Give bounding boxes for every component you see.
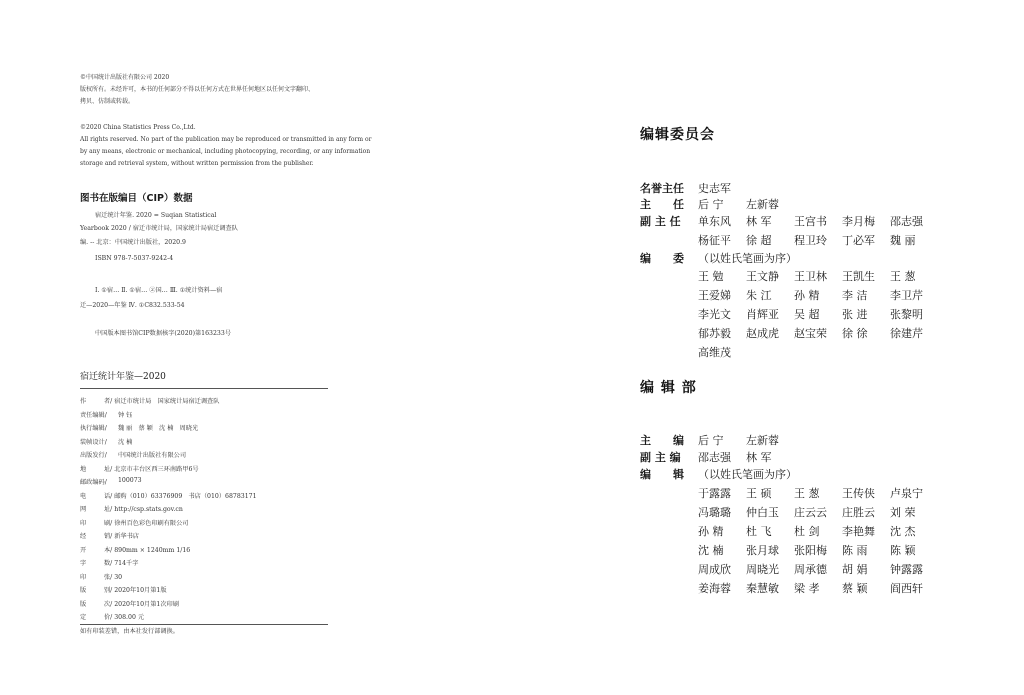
person-name: 高维茂 xyxy=(698,346,731,359)
copyright-en-line: All rights reserved. No part of the publication may be reproduced or transmitted in any form or xyxy=(80,136,372,143)
cip-line: 中国版本图书馆CIP数据核字(2020)第163233号 xyxy=(95,330,231,337)
person-name: 于露露 xyxy=(698,487,731,500)
book-title: 宿迁统计年鉴—2020 xyxy=(80,372,166,382)
person-name: 孙 精 xyxy=(698,525,724,538)
person-name: 后 宁 xyxy=(698,434,724,447)
person-name: 张 进 xyxy=(842,308,868,321)
person-name: 林 军 xyxy=(746,451,772,464)
person-name: 梁 孝 xyxy=(794,582,820,595)
pub-info-value: 刷/ 徐州百色彩色印刷有限公司 xyxy=(104,519,189,527)
name-row xyxy=(0,213,1024,231)
person-name: 杜 飞 xyxy=(746,525,772,538)
pub-info-row xyxy=(80,599,328,610)
name-row xyxy=(0,287,1024,305)
person-name: 李 洁 xyxy=(842,289,868,302)
person-name: 王 葱 xyxy=(890,270,916,283)
cip-line: Yearbook 2020 / 宿迁市统计局，国家统计局宿迁调查队 xyxy=(80,225,238,232)
pub-info-value: 中国统计出版社有限公司 xyxy=(118,452,187,459)
role-label: 名誉主任 xyxy=(640,182,684,195)
person-name: 徐建芹 xyxy=(890,327,923,340)
person-name: 王爱娣 xyxy=(698,289,731,302)
committee-title: 编辑委员会 xyxy=(640,127,715,143)
pub-info-label: 印 xyxy=(80,573,87,581)
person-name: 刘 荣 xyxy=(890,506,916,519)
name-row xyxy=(0,542,1024,560)
person-name: 王 勉 xyxy=(698,270,724,283)
copyright-en-line: storage and retrieval system, without written permission from the publisher. xyxy=(80,160,314,167)
pub-info-value: 址/ 北京市丰台区西三环南路甲6号 xyxy=(104,465,199,473)
person-name: 杨征平 xyxy=(698,234,731,247)
pub-info-label: 执行编辑/ xyxy=(80,425,107,432)
person-name: 庄胜云 xyxy=(842,506,875,519)
person-name: 史志军 xyxy=(698,182,731,195)
person-name: 王 葱 xyxy=(794,487,820,500)
pub-info-label: 出版发行/ xyxy=(80,452,107,459)
cip-line: ISBN 978-7-5037-9242-4 xyxy=(95,255,174,262)
person-name: 丁必军 xyxy=(842,234,875,247)
name-row xyxy=(0,561,1024,579)
person-name: 陈 颖 xyxy=(890,544,916,557)
role-label: 副 主 编 xyxy=(640,451,681,464)
person-name: 周承德 xyxy=(794,563,827,576)
pub-info-value: 沈 楠 xyxy=(118,438,133,446)
pub-info-label: 版 xyxy=(80,587,87,594)
person-name: 徐 超 xyxy=(746,234,772,247)
person-name: 徐 徐 xyxy=(842,327,868,340)
person-name: 秦慧敏 xyxy=(746,582,779,595)
pub-info-value: 张/ 30 xyxy=(104,573,123,581)
person-name: 张月球 xyxy=(746,544,779,557)
person-name: 左新蓉 xyxy=(746,434,779,447)
person-name: 王 硕 xyxy=(746,487,772,500)
name-row xyxy=(0,504,1024,522)
pub-info-label: 版 xyxy=(80,600,87,608)
person-name: 李艳舞 xyxy=(842,525,875,538)
copyright-cn-line: 版权所有。未经许可，本书的任何部分不得以任何方式在世界任何地区以任何文字翻印、 xyxy=(80,86,315,93)
person-name: 邵志强 xyxy=(698,451,731,464)
person-name: 赵宝荣 xyxy=(794,327,827,340)
pub-info-row xyxy=(80,612,328,623)
pub-info-row xyxy=(80,396,328,407)
pub-info-label: 字 xyxy=(80,560,87,567)
person-name: 后 宁 xyxy=(698,198,724,211)
pub-info-value: 次/ 2020年10月第1次印刷 xyxy=(104,600,179,608)
pub-info-value: 价/ 308.00 元 xyxy=(104,614,145,621)
name-row xyxy=(0,466,1024,484)
person-name: 钟露露 xyxy=(890,563,923,576)
pub-info-label: 地 xyxy=(80,465,87,473)
person-name: 沈 楠 xyxy=(698,544,724,557)
cip-line: 编. -- 北京：中国统计出版社，2020.9 xyxy=(80,239,186,246)
person-name: 王文静 xyxy=(746,270,779,283)
person-name: 胡 娟 xyxy=(842,563,868,576)
title-rule xyxy=(80,388,328,389)
person-name: 吴 超 xyxy=(794,308,820,321)
copyright-en-line: by any means, electronic or mechanical, including photocopying, recording, or any information xyxy=(80,148,371,155)
role-label: 主 编 xyxy=(640,434,684,447)
pub-info-value: 钟 钰 xyxy=(118,411,133,419)
pub-info-label: 开 xyxy=(80,546,87,554)
copyright-cn-line: ©中国统计出版社有限公司 2020 xyxy=(80,74,170,81)
person-name: 林 军 xyxy=(746,215,772,228)
person-name: 邵志强 xyxy=(890,215,923,228)
name-row xyxy=(0,432,1024,450)
person-name: 单东风 xyxy=(698,215,731,228)
pub-info-label: 装帧设计/ xyxy=(80,438,107,446)
person-name: 张阳梅 xyxy=(794,544,827,557)
pub-info-label: 经 xyxy=(80,533,87,540)
name-row xyxy=(0,449,1024,467)
copyright-en-line: ©2020 China Statistics Press Co.,Ltd. xyxy=(80,124,196,131)
person-name: 周成欣 xyxy=(698,563,731,576)
person-name: 李月梅 xyxy=(842,215,875,228)
name-row xyxy=(0,325,1024,343)
pub-info-label: 作 xyxy=(80,398,87,405)
pub-info-value: 址/ http://csp.stats.gov.cn xyxy=(104,506,183,513)
person-name: 左新蓉 xyxy=(746,198,779,211)
pub-info-value: 者/ 宿迁市统计局 国家统计局宿迁调查队 xyxy=(104,398,220,405)
pub-info-label: 印 xyxy=(80,519,87,527)
pub-info-label: 邮政编码/ xyxy=(80,479,107,486)
name-row xyxy=(0,306,1024,324)
name-row xyxy=(0,193,1024,214)
pub-info-label: 责任编辑/ xyxy=(80,411,107,419)
pub-info-label: 定 xyxy=(80,614,87,621)
name-row xyxy=(0,485,1024,503)
person-name: 王卫林 xyxy=(794,270,827,283)
cip-heading: 图书在版编目（CIP）数据 xyxy=(80,193,193,204)
person-name: 王传侠 xyxy=(842,487,875,500)
role-label: 编 委 xyxy=(640,252,684,265)
pub-info-value: 本/ 890mm × 1240mm 1/16 xyxy=(104,546,191,554)
name-row xyxy=(0,344,1024,362)
role-label: 编 辑 xyxy=(640,468,684,481)
pub-info-label: 电 xyxy=(80,492,87,500)
person-name: 李光文 xyxy=(698,308,731,321)
person-name: 庄云云 xyxy=(794,506,827,519)
person-name: 郁苏毅 xyxy=(698,327,731,340)
pub-info-label: 网 xyxy=(80,506,87,513)
role-label: 副 主 任 xyxy=(640,215,681,228)
person-name: 仲白玉 xyxy=(746,506,779,519)
bottom-rule xyxy=(80,624,328,625)
cip-line: 迁—2020—年鉴 Ⅳ. ①C832.533-54 xyxy=(80,302,185,309)
pub-info-value: 数/ 714千字 xyxy=(104,560,139,567)
pub-info-value: 100073 xyxy=(118,477,142,484)
person-name: 周晓光 xyxy=(746,563,779,576)
pub-info-value: 销/ 新华书店 xyxy=(104,533,139,540)
person-name: 肖辉亚 xyxy=(746,308,779,321)
person-name: 杜 剑 xyxy=(794,525,820,538)
role-label: 主 任 xyxy=(640,198,684,211)
name-row xyxy=(0,523,1024,541)
order-note: （以姓氏笔画为序） xyxy=(698,252,797,265)
name-row xyxy=(0,232,1024,250)
person-name: 沈 杰 xyxy=(890,525,916,538)
name-row xyxy=(0,268,1024,286)
person-name: 卢泉宁 xyxy=(890,487,923,500)
person-name: 阎西轩 xyxy=(890,582,923,595)
person-name: 李卫芹 xyxy=(890,289,923,302)
name-row xyxy=(0,580,1024,598)
person-name: 姜海蓉 xyxy=(698,582,731,595)
pub-info-row xyxy=(80,410,328,421)
cip-line: Ⅰ. ①宿… Ⅱ. ①宿… ②国… Ⅲ. ①统计资料—宿 xyxy=(95,287,223,294)
name-row xyxy=(0,250,1024,268)
person-name: 孙 精 xyxy=(794,289,820,302)
person-name: 程卫玲 xyxy=(794,234,827,247)
person-name: 魏 丽 xyxy=(890,234,916,247)
copyright-cn-line: 拷贝、仿制或转载。 xyxy=(80,98,135,105)
person-name: 蔡 颖 xyxy=(842,582,868,595)
person-name: 王凯生 xyxy=(842,270,875,283)
footer-note: 如有印装差错，由本社发行部调换。 xyxy=(80,628,179,635)
cip-line: 宿迁统计年鉴. 2020 = Suqian Statistical xyxy=(95,212,217,219)
person-name: 王宫书 xyxy=(794,215,827,228)
pub-info-value: 魏 丽 蔡 颖 沈 楠 周晓光 xyxy=(118,425,199,432)
order-note: （以姓氏笔画为序） xyxy=(698,468,797,481)
pub-info-value: 别/ 2020年10月第1版 xyxy=(104,587,167,594)
person-name: 朱 江 xyxy=(746,289,772,302)
person-name: 陈 雨 xyxy=(842,544,868,557)
editorial-title: 编 辑 部 xyxy=(640,380,697,396)
person-name: 张黎明 xyxy=(890,308,923,321)
person-name: 冯璐璐 xyxy=(698,506,731,519)
person-name: 赵成虎 xyxy=(746,327,779,340)
pub-info-value: 话/ 邮购（010）63376909 书店（010）68783171 xyxy=(104,492,257,500)
